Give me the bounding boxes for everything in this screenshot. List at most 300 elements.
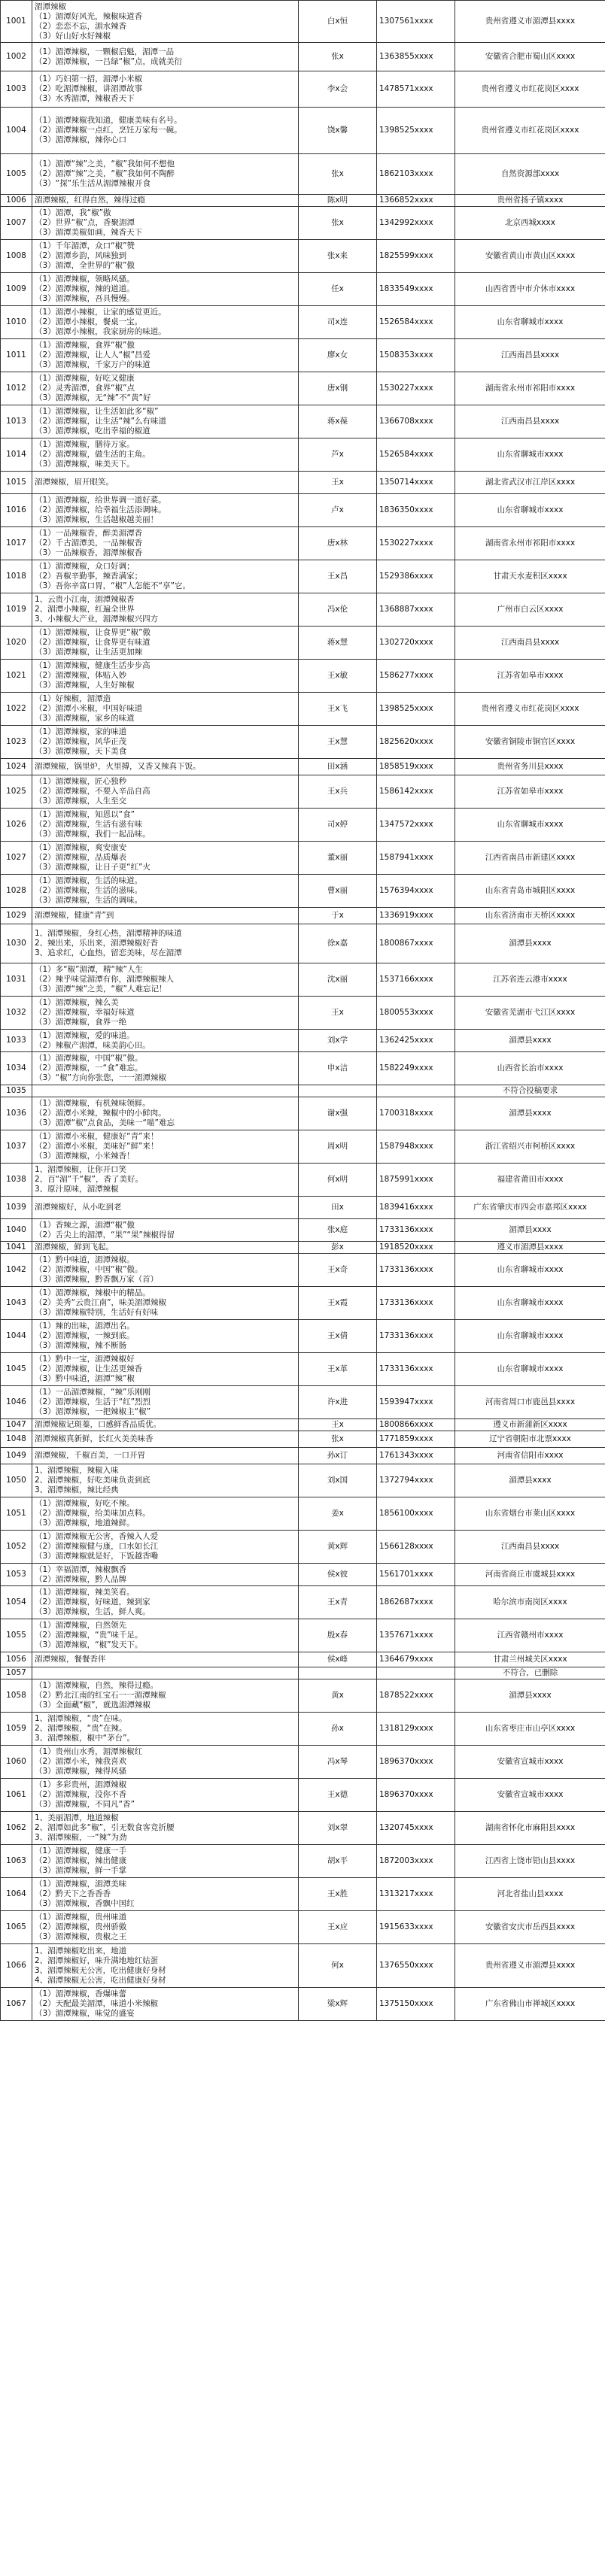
slogan-line: （1）湄潭辣椒，中国“椒”傲。 [35,1054,143,1063]
entry-id: 1031 [1,963,32,997]
phone-number: 1872003xxxx [377,1845,455,1878]
author-name: 何x明 [299,1164,377,1197]
entry-id: 1004 [1,108,32,154]
slogan-cell [32,1679,299,1713]
table-row [1,1667,605,1679]
phone-number: 1858519xxxx [377,759,455,775]
address: 辽宁省朝阳市北票xxxx [455,1431,605,1448]
slogan-line: 2、百“湄”千“椒”，香了美好。 [35,1175,143,1184]
author-name: 司x婷 [299,809,377,842]
address: 贵州省遵义市红花岗区xxxx [455,693,605,726]
entry-id: 1033 [1,1030,32,1052]
entry-id: 1021 [1,660,32,693]
table-row [1,1878,605,1911]
author-name: 侯x峰 [299,1652,377,1667]
slogan-line: （1）湄潭辣椒，湄潭美味 [35,1880,127,1889]
slogan-line: （3）湄潭辣椒，人生至交 [35,796,127,806]
slogan-line: （1）湄潭辣椒，香爆味蕾 [35,1989,127,1998]
table-row [1,240,605,273]
slogan-line: 2、湄潭小辣椒，红遍全世界 [35,605,135,614]
slogan-line: （3）湄潭辣椒，一把辣椒主“椒” [35,1407,151,1416]
table-row [1,1353,605,1386]
slogan-line: （1）湄潭辣椒无公害，香辣入人爱 [35,1532,159,1541]
slogan-line: （1）湄潭辣椒，爽安康安 [35,843,127,852]
slogan-line: （1）湄潭辣椒，生活的味道。 [35,876,143,885]
author-name: 蒋x葆 [299,405,377,438]
phone-number: 1363855xxxx [377,43,455,71]
slogan-cell [32,240,299,273]
phone-number: 1800866xxxx [377,1419,455,1431]
phone-number: 1347572xxxx [377,809,455,842]
table-row [1,693,605,726]
entry-id: 1039 [1,1197,32,1219]
address: 自然资源部xxxx [455,154,605,195]
table-row [1,195,605,207]
address: 山东省济南市天桥区xxxx [455,908,605,924]
slogan-line: 湄潭辣椒，餐餐香伴 [35,1655,106,1664]
address: 湖北省武汉市江岸区xxxx [455,472,605,494]
address: 山东省聊城市xxxx [455,1320,605,1353]
slogan-line: （1）湄潭辣椒，自然领先 [35,1621,127,1630]
entry-id: 1036 [1,1097,32,1130]
author-name: 张x [299,154,377,195]
entry-id: 1025 [1,775,32,809]
slogan-cell [32,1944,299,1988]
slogan-cell [32,1164,299,1197]
address: 山东省烟台市莱山区xxxx [455,1497,605,1531]
author-name: 王x敏 [299,660,377,693]
slogan-line: （2）舌尖上的湄潭，“果”“果”辣椒得留 [35,1230,175,1239]
author-name: 刘x国 [299,1464,377,1497]
slogan-cell [32,875,299,908]
slogan-line: （2）湄潭辣椒，风华正茂 [35,737,127,746]
slogan-cell [32,1713,299,1746]
slogan-cell [32,1219,299,1242]
phone-number: 1478571xxxx [377,71,455,108]
entry-id: 1035 [1,1085,32,1097]
slogan-cell [32,1,299,43]
address: 山东省聊城市xxxx [455,809,605,842]
phone-number: 1375150xxxx [377,1988,455,2021]
entry-id: 1064 [1,1878,32,1911]
address: 河南省周口市鹿邑县xxxx [455,1386,605,1419]
address: 湖南省怀化市麻阳县xxxx [455,1812,605,1845]
address: 山东省聊城市xxxx [455,1287,605,1320]
address: 湄潭县xxxx [455,924,605,963]
slogan-line: （3）湄潭辣椒，家乡的味道 [35,714,135,723]
entry-id: 1016 [1,494,32,527]
slogan-line: （1）湄潭辣椒，好吃不辣。 [35,1499,135,1508]
slogan-line: （1）湄潭辣椒，健康生活步步高 [35,661,150,670]
slogan-cell [32,627,299,660]
slogan-line: （3）湄潭辣椒，无“辣”不“黄”好 [35,393,151,402]
slogan-line: （1）好辣椒，湄潭造 [35,694,111,703]
slogan-line: （3）湄潭辣椒特别，生活好有好味 [35,1308,159,1317]
address: 贵州省扬子镇xxxx [455,195,605,207]
entry-id: 1027 [1,842,32,875]
table-row [1,1746,605,1779]
slogan-line: 3、小辣椒大产业，湄潭辣椒兴四方 [35,614,159,624]
author-name: 王x [299,472,377,494]
slogan-line: （1）湄潭小辣椒，让家的感觉更近。 [35,308,166,317]
slogan-line: （3）湄潭辣椒，味觉的盛宴 [35,2009,135,2018]
slogan-line: （3）湄潭辣椒就是好，下饭越香嘞 [35,1552,159,1561]
entry-id: 1052 [1,1531,32,1564]
slogan-line: （2）湄潭辣椒，让生活“辣”么有味道 [35,417,167,426]
slogan-cell [32,306,299,339]
author-name: 冯x琴 [299,1746,377,1779]
phone-number: 1366708xxxx [377,405,455,438]
author-name: 王x飞 [299,693,377,726]
table-row [1,1085,605,1097]
entry-id: 1059 [1,1713,32,1746]
author-name: 李x会 [299,71,377,108]
phone-number: 1733136xxxx [377,1320,455,1353]
phone-number: 1761343xxxx [377,1448,455,1464]
slogan-cell [32,775,299,809]
entry-id: 1060 [1,1746,32,1779]
address: 遵义市新蒲新区xxxx [455,1419,605,1431]
address: 江苏省如皋市xxxx [455,660,605,693]
phone-number: 1561701xxxx [377,1564,455,1586]
address: 安徽省黄山市黄山区xxxx [455,240,605,273]
table-row [1,809,605,842]
table-row [1,1197,605,1219]
slogan-cell [32,494,299,527]
address: 江西南昌县xxxx [455,339,605,372]
table-row [1,1030,605,1052]
author-name: 王x倩 [299,1320,377,1353]
slogan-line: （2）黔北江南的红宝石一一湄潭辣椒 [35,1691,166,1700]
slogan-cell [32,726,299,759]
table-row [1,924,605,963]
author-name: 董x丽 [299,842,377,875]
slogan-line: （2）黔天下之香香香 [35,1889,111,1898]
slogan-line: （2）湄潭乡韵，风味独到 [35,251,127,260]
table-row [1,207,605,240]
slogan-line: （2）湄潭辣椒，辣出健康 [35,1856,127,1865]
slogan-line: （2）湄潭辣椒，没你不香 [35,1790,127,1799]
address: 广东省佛山市禅城区xxxx [455,1988,605,2021]
phone-number: 1771859xxxx [377,1431,455,1448]
entry-id: 1001 [1,1,32,43]
slogan-cell [32,1652,299,1667]
phone-number: 1833549xxxx [377,273,455,306]
table-row [1,71,605,108]
slogan-cell [32,405,299,438]
address: 湄潭县xxxx [455,1679,605,1713]
slogan-line: （2）湄潭辣椒，生活于“红”烈烈 [35,1397,151,1406]
author-name: 蒋x慧 [299,627,377,660]
phone-number: 1918520xxxx [377,1242,455,1254]
table-row [1,842,605,875]
table-row [1,1386,605,1419]
author-name: 唐x钢 [299,372,377,405]
table-row [1,1531,605,1564]
entry-id: 1020 [1,627,32,660]
slogan-line: 3、湄潭辣椒，辣比经典 [35,1485,119,1494]
author-name: 孙x [299,1713,377,1746]
entry-id: 1018 [1,560,32,593]
entry-id: 1022 [1,693,32,726]
slogan-cell [32,1988,299,2021]
author-name: 于x [299,908,377,924]
slogan-line: （3）湄潭辣椒，天下美食 [35,747,127,756]
author-name: 白x恒 [299,1,377,43]
author-name: 徐x嘉 [299,924,377,963]
slogan-line: （3）湄潭辣椒，生活越椒越美丽！ [35,515,159,524]
entry-id: 1049 [1,1448,32,1464]
slogan-line: （3）“探”乐生活从湄潭辣椒开食 [35,179,151,188]
slogan-line: （2）湄潭辣椒，让食界更有味道 [35,638,150,647]
table-row [1,997,605,1030]
author-name: 胡x平 [299,1845,377,1878]
address: 贵州省务川县xxxx [455,759,605,775]
entry-id: 1009 [1,273,32,306]
slogan-line: 湄潭辣椒记斑蓁，口感鲜香品质优。 [35,1420,161,1429]
phone-number: 1733136xxxx [377,1254,455,1287]
entry-id: 1012 [1,372,32,405]
slogan-line: （3）湄潭辣椒，地道辣鲜。 [35,1519,135,1528]
slogan-line: （2）湄潭辣椒，幸福好味道 [35,1008,135,1017]
phone-number: 1593947xxxx [377,1386,455,1419]
slogan-cell [32,1130,299,1164]
slogan-line: （2）湄潭辣椒，不要入辛品自高 [35,787,150,796]
slogan-line: （2）湄潭辣椒，一“食”难忘。 [35,1063,143,1073]
entry-id: 1038 [1,1164,32,1197]
phone-number: 1350714xxxx [377,472,455,494]
address: 北京西城xxxx [455,207,605,240]
slogan-line: （2）湄潭辣椒，做生活的主角。 [35,450,150,459]
phone-number: 1733136xxxx [377,1219,455,1242]
slogan-line: 3、湄潭辣椒，一“辣”为劲 [35,1833,127,1842]
slogan-line: （2）湄潭辣椒健与康，口水如长江 [35,1542,159,1551]
slogan-line: （1）湄潭辣椒，让食界更“椒”傲 [35,628,151,637]
address: 山东省聊城市xxxx [455,494,605,527]
phone-number: 1398525xxxx [377,108,455,154]
table-row [1,1845,605,1878]
slogan-line: （1）湄潭，我“椒”傲 [35,208,111,217]
entry-id: 1010 [1,306,32,339]
phone-number: 1825599xxxx [377,240,455,273]
slogan-line: （3）湄潭辣椒，千家万户的味道 [35,360,150,369]
slogan-line: （2）灵秀湄潭，食界“椒”点 [35,384,135,393]
address: 江西省上饶市铅山县xxxx [455,1845,605,1878]
author-name: 孙x订 [299,1448,377,1464]
phone-number: 1896370xxxx [377,1746,455,1779]
address: 湄潭县xxxx [455,1097,605,1130]
slogan-line: （3）湄潭辣椒，“椒”发天下。 [35,1640,143,1649]
author-name: 何x [299,1944,377,1988]
table-row [1,1431,605,1448]
phone-number: 1313217xxxx [377,1878,455,1911]
slogan-cell [32,1320,299,1353]
slogan-line: （2）湄潭辣椒，一吕绿“椒”点，成就美衍 [35,56,183,66]
slogan-line: （1）湄潭“辣”之美，“椒”我如何不想他 [35,159,175,168]
entry-id: 1023 [1,726,32,759]
slogan-line: 2、湄潭辣椒，好吃美味负责到底 [35,1476,150,1485]
table-row [1,1219,605,1242]
address: 山东省聊城市xxxx [455,1353,605,1386]
slogan-cell [32,1564,299,1586]
slogan-line: （1）湄潭辣椒，辣么美 [35,998,119,1007]
slogan-line: （1）湄潭辣椒我知道，健康美味有名号。 [35,116,182,125]
table-row [1,1164,605,1197]
table-row [1,1242,605,1254]
address: 河南省信阳市xxxx [455,1448,605,1464]
phone-number: 1526584xxxx [377,306,455,339]
address: 江苏省如皋市xxxx [455,775,605,809]
address: 福建省莆田市xxxx [455,1164,605,1197]
entry-id: 1043 [1,1287,32,1320]
slogan-line: （3）湄潭“辣”之美，“椒”人难忘记！ [35,985,167,994]
phone-number: 1376550xxxx [377,1944,455,1988]
slogan-line: （2）湄潭辣椒，生活有滋有味 [35,820,143,829]
author-name: 谢x强 [299,1097,377,1130]
author-name: 王x霞 [299,1287,377,1320]
slogan-line: （2）辣乎味觉湄潭有你，湄潭辣椒辣人 [35,975,175,984]
table-row [1,1779,605,1812]
slogan-line: 1、湄潭辣椒吃出来，地道 [35,1946,127,1956]
slogan-line: 3、追求红，心血热，留恋美味，尽在湄潭 [35,948,182,957]
slogan-line: （2）天配最美湄潭，味道小米辣椒 [35,1999,159,2008]
table-row [1,1464,605,1497]
slogan-cell [32,154,299,195]
address: 贵州省遵义市红花岗区xxxx [455,71,605,108]
slogan-cell [32,1052,299,1085]
phone-number: 1302720xxxx [377,627,455,660]
slogan-line: 湄潭辣椒，红得自然，辣得过瘾 [35,196,145,205]
slogan-line: （2）千古湄潭美，一品辣椒香 [35,539,143,548]
address: 贵州省遵义市红花岗区xxxx [455,108,605,154]
entry-id: 1046 [1,1386,32,1419]
entry-id: 1017 [1,527,32,560]
phone-number: 1800867xxxx [377,924,455,963]
slogan-line: （1）湄潭辣椒，给世界调一道好菜。 [35,496,166,505]
address: 河南省商丘市虞城县xxxx [455,1564,605,1586]
slogan-line: （2）恋恋不忘，湄水辣香 [35,21,127,31]
address: 不符合投稿要求 [455,1085,605,1097]
slogan-line: （2）湄潭辣椒，给美味加点料。 [35,1509,150,1518]
author-name: 王x应 [299,1911,377,1944]
address: 江西省南昌市新建区xxxx [455,842,605,875]
entry-id: 1063 [1,1845,32,1878]
table-row [1,1944,605,1988]
entry-id: 1050 [1,1464,32,1497]
address: 山东省聊城市xxxx [455,306,605,339]
slogan-line: （3）黔中味道，湄潭“辣”椒 [35,1374,135,1383]
table-row [1,372,605,405]
entry-id: 1048 [1,1431,32,1448]
slogan-cell [32,1353,299,1386]
table-row [1,1419,605,1431]
slogan-line: （3）湄潭小辣椒，我家厨房的味道。 [35,327,166,336]
address: 安徽省宣城市xxxx [455,1779,605,1812]
entry-id: 1024 [1,759,32,775]
entry-id: 1029 [1,908,32,924]
slogan-line: 湄潭辣椒 [35,2,66,11]
author-name: 廖x女 [299,339,377,372]
phone-number: 1915633xxxx [377,1911,455,1944]
address: 哈尔滨市南岗区xxxx [455,1586,605,1619]
slogan-cell [32,195,299,207]
phone-number: 1733136xxxx [377,1287,455,1320]
entry-id: 1003 [1,71,32,108]
slogan-line: 湄潭辣椒，眉开眼笑。 [35,478,114,487]
address: 山东省枣庄市山亭区xxxx [455,1713,605,1746]
slogan-line: （1）巧妇第一招，湄潭小米椒 [35,74,143,83]
phone-number: 1839416xxxx [377,1197,455,1219]
slogan-line: （2）湄潭辣椒，“贵”味千足。 [35,1631,143,1640]
phone-number: 1372794xxxx [377,1464,455,1497]
address: 山东省聊城市xxxx [455,1254,605,1287]
slogan-cell [32,1030,299,1052]
phone-number: 1800553xxxx [377,997,455,1030]
phone-number: 1576394xxxx [377,875,455,908]
author-name: 彭x [299,1242,377,1254]
phone-number: 1368887xxxx [377,593,455,627]
address: 遵义市湄潭县xxxx [455,1242,605,1254]
author-name: 王x慧 [299,726,377,759]
phone-number: 1508353xxxx [377,339,455,372]
slogan-line: （1）湄潭辣椒，一颗椒启魁，湄潭一品 [35,47,175,56]
slogan-line: 2、湄潭辣椒好，味升满地地红姑蛋 [35,1956,159,1965]
slogan-line: （1）湄潭辣椒，匠心独秒 [35,777,127,786]
slogan-cell [32,108,299,154]
entry-id: 1015 [1,472,32,494]
slogan-line: （3）湄潭辣椒，黔香飘万家（首） [35,1275,159,1284]
slogan-line: （2）湄潭辣椒，让人人“椒”昌爱 [35,350,151,360]
table-row [1,593,605,627]
phone-number: 1318129xxxx [377,1713,455,1746]
entry-id: 1005 [1,154,32,195]
author-name: 张x [299,43,377,71]
slogan-line: （1）湄潭辣椒，知恩以“食” [35,810,135,819]
slogan-cell [32,1667,299,1679]
entry-id: 1014 [1,438,32,472]
slogan-line: （1）湄潭辣椒，食界“椒”傲 [35,341,135,350]
slogan-cell [32,43,299,71]
entry-id: 1026 [1,809,32,842]
author-name: 张x来 [299,240,377,273]
slogan-line: （1）湄潭辣椒，贵州味道 [35,1913,127,1922]
slogan-cell [32,759,299,775]
phone-number: 1364679xxxx [377,1652,455,1667]
slogan-line: 湄潭辣椒，健康“青”到 [35,911,114,920]
entry-id: 1067 [1,1988,32,2021]
slogan-line: （3）湄潭辣椒，让生活更加辣 [35,648,143,657]
author-name [299,1667,377,1679]
table-row [1,1287,605,1320]
table-row [1,1320,605,1353]
table-row [1,1564,605,1586]
author-name: 张x [299,1431,377,1448]
entry-id: 1034 [1,1052,32,1085]
slogan-line: （2）湄潭辣椒，让生活更辣香 [35,1364,143,1373]
author-name: 田x涵 [299,759,377,775]
table-row [1,908,605,924]
slogan-line: （3）湄潭辣椒，吃出幸福的椒道 [35,426,150,435]
author-name: 王x [299,997,377,1030]
phone-number: 1398525xxxx [377,693,455,726]
slogan-line: （3）一品辣椒香，湄潭辣椒香 [35,548,143,557]
address: 湄潭县xxxx [455,1030,605,1052]
author-name: 刘x翠 [299,1812,377,1845]
slogan-line: （3）湄潭辣椒，鲜一手掌 [35,1866,127,1875]
slogan-cell [32,1287,299,1320]
entry-id: 1058 [1,1679,32,1713]
entry-id: 1057 [1,1667,32,1679]
